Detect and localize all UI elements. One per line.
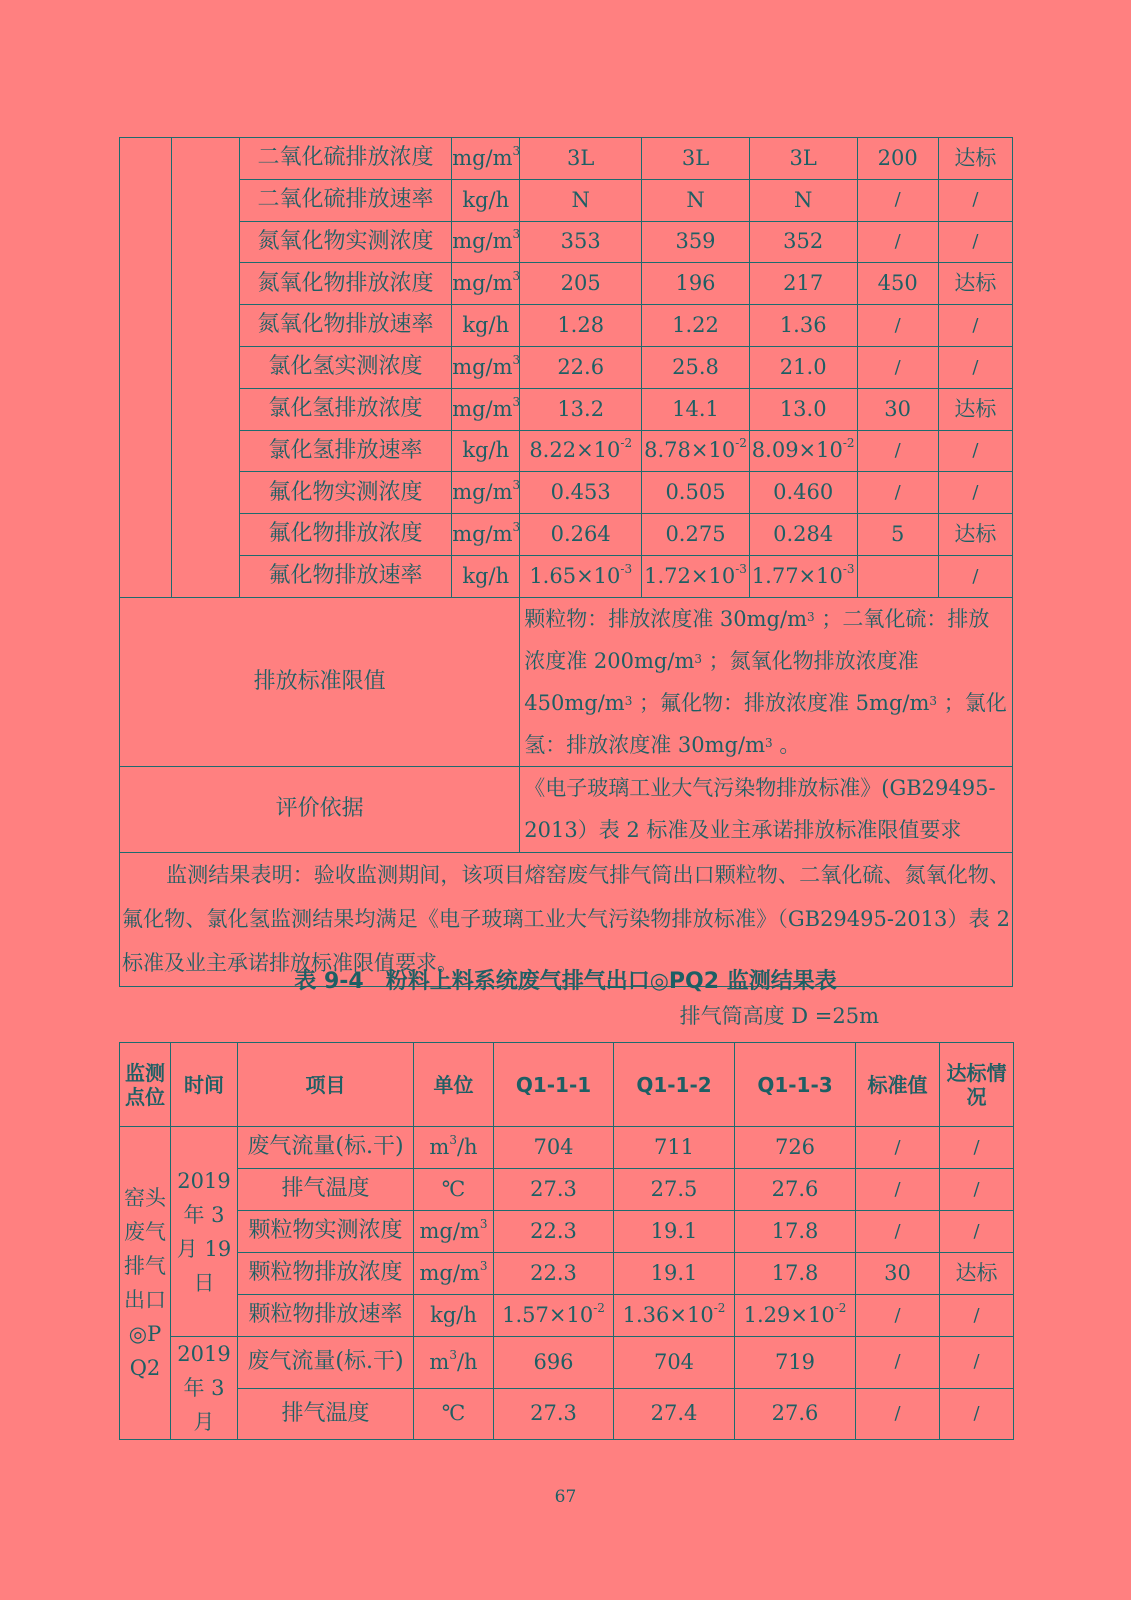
- item-cell: 二氧化硫排放浓度: [239, 138, 451, 180]
- value-cell-1: $1.57\times 10^{-2}$: [494, 1295, 614, 1337]
- basis-row: [120, 766, 1013, 852]
- standard-cell: 30: [857, 388, 938, 430]
- item-cell: 废气流量(标.干): [238, 1337, 414, 1389]
- header-q3: Q1-1-3: [735, 1043, 856, 1127]
- header-item: 项目: [238, 1043, 414, 1127]
- status-cell: /: [940, 1295, 1014, 1337]
- item-cell: 氯化氢实测浓度: [239, 346, 451, 388]
- value-cell-3: 1.36: [749, 305, 857, 347]
- value-cell-2: 704: [614, 1337, 735, 1389]
- value-cell-1: 353: [520, 221, 642, 263]
- limit-part-4: ；氯化氢：排放浓度准 $30mg/m^3$: [524, 690, 1007, 757]
- value-cell-2: 196: [642, 263, 750, 305]
- value-cell-2: 0.275: [642, 514, 750, 556]
- value-cell-1: 205: [520, 263, 642, 305]
- standard-cell: /: [856, 1337, 940, 1389]
- unit-cell: $mg/m^3$: [452, 221, 520, 263]
- header-unit: 单位: [414, 1043, 494, 1127]
- status-cell: /: [938, 472, 1012, 514]
- item-cell: 颗粒物排放浓度: [238, 1253, 414, 1295]
- value-cell-3: 217: [749, 263, 857, 305]
- limit-text: [520, 597, 1013, 766]
- table-row: [120, 514, 1013, 556]
- item-cell: 氮氧化物排放速率: [239, 305, 451, 347]
- table-9-3-continued: [119, 137, 1013, 987]
- value-cell-1: 0.264: [520, 514, 642, 556]
- status-cell: /: [940, 1127, 1014, 1169]
- item-cell: 排气温度: [238, 1388, 414, 1440]
- table-row: [120, 1169, 1014, 1211]
- unit-cell: kg/h: [452, 305, 520, 347]
- value-cell-2: N: [642, 179, 750, 221]
- standard-cell: 30: [856, 1253, 940, 1295]
- limit-part-3: ；氟化物：排放浓度准 $5mg/m^3$: [632, 690, 938, 715]
- item-cell: 排气温度: [238, 1169, 414, 1211]
- status-cell: /: [938, 221, 1012, 263]
- value-cell-1: 3L: [520, 138, 642, 180]
- unit-cell: $mg/m^3$: [414, 1211, 494, 1253]
- status-cell: 达标: [940, 1253, 1014, 1295]
- value-cell-2: $8.78\times 10^{-2}$: [642, 430, 750, 472]
- value-cell-2: 0.505: [642, 472, 750, 514]
- header-q2: Q1-1-2: [614, 1043, 735, 1127]
- standard-cell: /: [857, 472, 938, 514]
- status-cell: /: [938, 305, 1012, 347]
- item-cell: 废气流量(标.干): [238, 1127, 414, 1169]
- table-row: [120, 1295, 1014, 1337]
- value-cell-1: 22.3: [494, 1253, 614, 1295]
- item-cell: 颗粒物排放速率: [238, 1295, 414, 1337]
- value-cell-2: 1.22: [642, 305, 750, 347]
- value-cell-3: $8.09\times 10^{-2}$: [749, 430, 857, 472]
- status-cell: 达标: [938, 388, 1012, 430]
- unit-cell: $m^3/h$: [414, 1337, 494, 1389]
- value-cell-3: 0.284: [749, 514, 857, 556]
- value-cell-3: 726: [735, 1127, 856, 1169]
- status-cell: 达标: [938, 138, 1012, 180]
- table-row: [120, 472, 1013, 514]
- standard-cell: 5: [857, 514, 938, 556]
- table-row: [120, 430, 1013, 472]
- value-cell-2: 14.1: [642, 388, 750, 430]
- value-cell-1: 22.6: [520, 346, 642, 388]
- unit-cell: $mg/m^3$: [452, 346, 520, 388]
- item-cell: 颗粒物实测浓度: [238, 1211, 414, 1253]
- value-cell-3: 3L: [749, 138, 857, 180]
- date-cell-1: 2019 年 3 月 19 日: [171, 1127, 238, 1337]
- value-cell-1: $8.22\times 10^{-2}$: [520, 430, 642, 472]
- value-cell-3: 21.0: [749, 346, 857, 388]
- table-caption: 表 9-4 粉料上料系统废气排气出口◎PQ2 监测结果表: [294, 969, 837, 994]
- standard-cell: 200: [857, 138, 938, 180]
- item-cell: 氟化物排放浓度: [239, 514, 451, 556]
- table-row: [120, 179, 1013, 221]
- value-cell-3: N: [749, 179, 857, 221]
- item-cell: 氮氧化物实测浓度: [239, 221, 451, 263]
- status-cell: /: [940, 1211, 1014, 1253]
- header-location: 监测点位: [120, 1043, 171, 1127]
- value-cell-2: 27.4: [614, 1388, 735, 1440]
- status-cell: /: [938, 346, 1012, 388]
- table-row: [120, 1337, 1014, 1389]
- stack-height-note: 排气筒高度 D =25m: [679, 1004, 879, 1028]
- unit-cell: $m^3/h$: [414, 1127, 494, 1169]
- limit-part-2: ；氮氧化物排放浓度准 $450mg/m^3$: [524, 648, 919, 715]
- value-cell-3: 17.8: [735, 1253, 856, 1295]
- basis-label: 评价依据: [120, 766, 520, 852]
- value-cell-1: 22.3: [494, 1211, 614, 1253]
- value-cell-1: 696: [494, 1337, 614, 1389]
- standard-cell: [857, 555, 938, 597]
- standard-cell: /: [857, 305, 938, 347]
- value-cell-1: 27.3: [494, 1388, 614, 1440]
- table-row: [120, 138, 1013, 180]
- unit-cell: kg/h: [452, 430, 520, 472]
- item-cell: 二氧化硫排放速率: [239, 179, 451, 221]
- page-number: 67: [554, 1487, 577, 1507]
- item-cell: 氯化氢排放浓度: [239, 388, 451, 430]
- value-cell-1: 704: [494, 1127, 614, 1169]
- table-row: [120, 1127, 1014, 1169]
- value-cell-2: 19.1: [614, 1211, 735, 1253]
- standard-cell: /: [856, 1127, 940, 1169]
- location-cell: 窑头废气排气出口◎PQ2: [120, 1127, 171, 1440]
- standard-cell: /: [857, 221, 938, 263]
- table-row: [120, 221, 1013, 263]
- unit-cell: $mg/m^3$: [452, 138, 520, 180]
- unit-cell: $mg/m^3$: [414, 1253, 494, 1295]
- item-cell: 氟化物排放速率: [239, 555, 451, 597]
- table-row: [120, 1253, 1014, 1295]
- value-cell-3: 17.8: [735, 1211, 856, 1253]
- item-cell: 氮氧化物排放浓度: [239, 263, 451, 305]
- status-cell: /: [938, 430, 1012, 472]
- value-cell-1: 1.28: [520, 305, 642, 347]
- limit-row: [120, 597, 1013, 766]
- header-time: 时间: [171, 1043, 238, 1127]
- status-cell: /: [940, 1169, 1014, 1211]
- value-cell-2: 359: [642, 221, 750, 263]
- value-cell-1: 13.2: [520, 388, 642, 430]
- table-row: [120, 305, 1013, 347]
- value-cell-2: $1.72\times 10^{-3}$: [642, 555, 750, 597]
- location-cell-continued: [120, 138, 172, 598]
- table-row: [120, 555, 1013, 597]
- status-cell: 达标: [938, 263, 1012, 305]
- value-cell-2: $1.36\times 10^{-2}$: [614, 1295, 735, 1337]
- standard-cell: /: [857, 179, 938, 221]
- value-cell-3: $1.29\times 10^{-2}$: [735, 1295, 856, 1337]
- header-standard: 标准值: [856, 1043, 940, 1127]
- date-cell-2: 2019 年 3 月: [171, 1337, 238, 1440]
- value-cell-2: 3L: [642, 138, 750, 180]
- header-status: 达标情况: [940, 1043, 1014, 1127]
- unit-cell: $mg/m^3$: [452, 388, 520, 430]
- value-cell-1: 0.453: [520, 472, 642, 514]
- status-cell: 达标: [938, 514, 1012, 556]
- value-cell-3: 0.460: [749, 472, 857, 514]
- standard-cell: /: [857, 430, 938, 472]
- status-cell: /: [938, 555, 1012, 597]
- unit-cell: ℃: [414, 1388, 494, 1440]
- value-cell-3: 719: [735, 1337, 856, 1389]
- unit-cell: $mg/m^3$: [452, 472, 520, 514]
- standard-cell: /: [856, 1211, 940, 1253]
- table-9-4: [119, 1042, 1014, 1440]
- item-cell: 氯化氢排放速率: [239, 430, 451, 472]
- conclusion-text: 监测结果表明：验收监测期间，该项目熔窑废气排气筒出口颗粒物、二氧化硫、氮氧化物、氟化物、氯化氢监测结果均满足《电子玻璃工业大气污染物排放标准》（GB29495-2013）表 2 标准及业主承诺排放标准限值要求。: [120, 852, 1013, 986]
- standard-cell: 450: [857, 263, 938, 305]
- value-cell-3: 27.6: [735, 1169, 856, 1211]
- value-cell-3: 13.0: [749, 388, 857, 430]
- value-cell-1: $1.65\times 10^{-3}$: [520, 555, 642, 597]
- value-cell-2: 711: [614, 1127, 735, 1169]
- status-cell: /: [938, 179, 1012, 221]
- table-row: [120, 388, 1013, 430]
- limit-part-5: 。: [772, 732, 801, 757]
- limit-label: 排放标准限值: [120, 597, 520, 766]
- table-row: [120, 346, 1013, 388]
- table-header: [120, 1043, 1014, 1127]
- value-cell-3: $1.77\times 10^{-3}$: [749, 555, 857, 597]
- limit-part-0: 颗粒物：排放浓度准 $30mg/m^3$: [524, 606, 815, 631]
- standard-cell: /: [856, 1169, 940, 1211]
- unit-cell: $mg/m^3$: [452, 263, 520, 305]
- basis-text: 《电子玻璃工业大气污染物排放标准》(GB29495-2013）表 2 标准及业主承诺排放标准限值要求: [520, 766, 1013, 852]
- status-cell: /: [940, 1388, 1014, 1440]
- table-row: [120, 1211, 1014, 1253]
- value-cell-1: 27.3: [494, 1169, 614, 1211]
- time-cell-continued: [171, 138, 239, 598]
- value-cell-2: 25.8: [642, 346, 750, 388]
- value-cell-3: 27.6: [735, 1388, 856, 1440]
- standard-cell: /: [856, 1295, 940, 1337]
- table-row: [120, 1388, 1014, 1440]
- value-cell-3: 352: [749, 221, 857, 263]
- unit-cell: ℃: [414, 1169, 494, 1211]
- standard-cell: /: [856, 1388, 940, 1440]
- header-q1: Q1-1-1: [494, 1043, 614, 1127]
- value-cell-1: N: [520, 179, 642, 221]
- status-cell: /: [940, 1337, 1014, 1389]
- unit-cell: kg/h: [452, 555, 520, 597]
- standard-cell: /: [857, 346, 938, 388]
- value-cell-2: 27.5: [614, 1169, 735, 1211]
- item-cell: 氟化物实测浓度: [239, 472, 451, 514]
- unit-cell: kg/h: [452, 179, 520, 221]
- unit-cell: kg/h: [414, 1295, 494, 1337]
- limit-part-1: ；二氧化硫：排放浓度准 $200mg/m^3$: [524, 606, 990, 673]
- table-row: [120, 263, 1013, 305]
- unit-cell: $mg/m^3$: [452, 514, 520, 556]
- value-cell-2: 19.1: [614, 1253, 735, 1295]
